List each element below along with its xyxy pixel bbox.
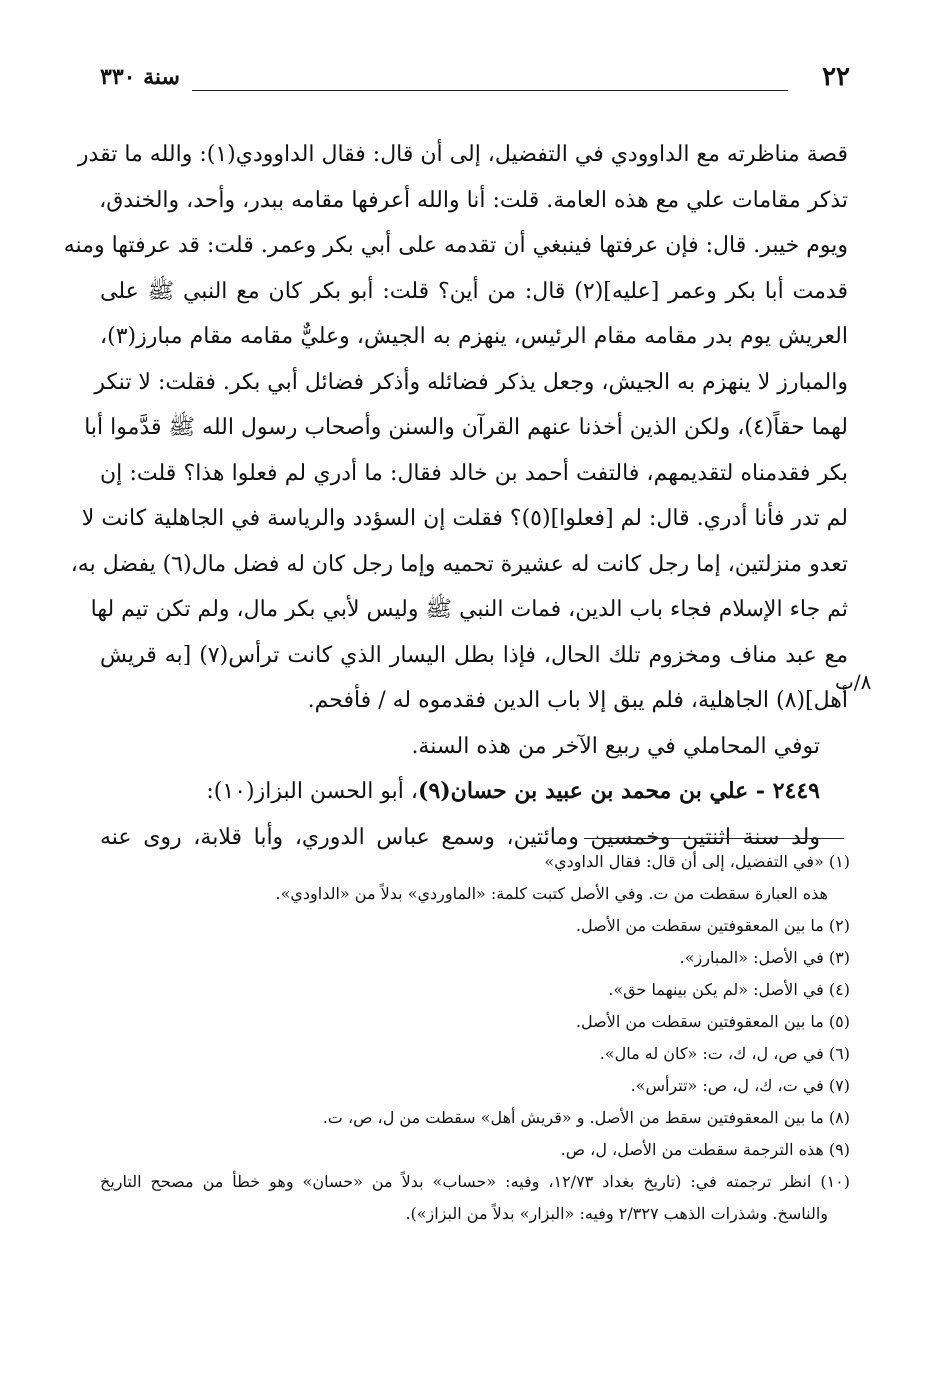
text-line: قصة مناظرته مع الداوودي في التفضيل، إلى أن قال: فقال الداوودي(١): والله ما تقدر — [77, 142, 848, 167]
text-line: العريش يوم بدر مقامه مقام الرئيس، ينهزم به الجيش، وعليٌّ مقامه مقام مبارز(٣)، — [100, 324, 848, 349]
footnote: (٨) ما بين المعقوفتين سقط من الأصل. و «قريش أهل» سقطت من ل، ص، ت. — [322, 1108, 850, 1127]
entry-text-line: ولد سنة اثنتين وخمسين ومائتين، وسمع عباس الدوري، وأبا قلابة، روى عنه — [100, 824, 820, 850]
running-head-year: سنة ٣٣٠ — [100, 64, 180, 90]
footnote: (١) «في التفضيل، إلى أن قال: فقال الداودي» — [544, 852, 850, 871]
footnote: والناسخ. وشذرات الذهب ٢/٣٢٧ وفيه: «البزار» بدلاً من البزاز»). — [405, 1204, 828, 1223]
text-line: تعدو منزلتين، إما رجل كانت له عشيرة تحميه وإما رجل كان له فضل مال(٦) يفضل به، — [70, 551, 848, 577]
text-line: قدمت أبا بكر وعمر [عليه](٢) قال: من أين؟ قلت: أبو بكر كان مع النبي ﷺ على — [100, 278, 848, 304]
entry-heading — [100, 769, 848, 815]
footnote: (٤) في الأصل: «لم يكن بينهما حق». — [608, 980, 850, 999]
footnote: (٥) ما بين المعقوفتين سقطت من الأصل. — [575, 1012, 850, 1031]
entry-number-name: ٢٤٤٩ - علي بن محمد بن عبيد بن حسان(٩) — [418, 778, 820, 804]
footnote-rule — [584, 838, 844, 839]
footnote: (٦) في ص، ل، ك، ت: «كان له مال». — [599, 1044, 850, 1063]
text-line: ثم جاء الإسلام فجاء باب الدين، فمات النبي ﷺ وليس لأبي بكر مال، ولم تكن تيم لها — [90, 597, 848, 622]
footnote: هذه العبارة سقطت من ت. وفي الأصل كتبت كلمة: «الماوردي» بدلاً من «الداودي». — [275, 884, 828, 903]
main-text — [63, 132, 848, 860]
footnotes — [100, 846, 850, 1230]
footnote: (٧) في ت، ك، ل، ص: «تترأس». — [630, 1076, 850, 1095]
header-rule — [192, 90, 788, 91]
page-header — [100, 62, 850, 102]
text-line: تذكر مقامات علي مع هذه العامة. قلت: أنا والله أعرفها مقامه ببدر، وأحد، والخندق، — [99, 187, 848, 213]
text-line: أهل](٨) الجاهلية، فلم يبق إلا باب الدين فقدموه له / فأفحم. — [307, 688, 848, 713]
footnote: (٢) ما بين المعقوفتين سقطت من الأصل. — [575, 916, 850, 935]
death-note: توفي المحاملي في ربيع الآخر من هذه السنة. — [411, 733, 820, 759]
text-line: لم تدر فأنا أدري. قال: لم [فعلوا](٥)؟ فقلت إن السؤدد والرياسة في الجاهلية كانت لا — [81, 506, 848, 531]
page-number: ٢٢ — [822, 62, 850, 92]
folio-margin-note: ٨/ب — [835, 670, 872, 694]
text-line: لهما حقاً(٤)، ولكن الذين أخذنا عنهم القرآن والسنن وأصحاب رسول الله ﷺ قدَّموا أبا — [84, 415, 848, 440]
text-line: بكر فقدمناه لتقديمهم، فالتفت أحمد بن خالد فقال: ما أدري لم فعلوا هذا؟ قلت: إن — [100, 460, 848, 486]
text-line: مع عبد مناف ومخزوم تلك الحال، فإذا بطل اليسار الذي كانت ترأس(٧) [به قريش — [100, 642, 848, 668]
text-line: والمبارز لا ينهزم به الجيش، وجعل يذكر فضائله وأذكر فضائل أبي بكر. فقلت: لا تنكر — [94, 369, 848, 395]
footnote: (٩) هذه الترجمة سقطت من الأصل، ل، ص. — [560, 1140, 850, 1159]
footnote: (٣) في الأصل: «المبارز». — [679, 948, 850, 967]
entry-kunya: ، أبو الحسن البزاز(١٠): — [206, 779, 419, 804]
text-line: ويوم خيبر. قال: فإن عرفتها فينبغي أن تقدمه على أبي بكر وعمر. قلت: قد عرفتها ومنه — [63, 233, 848, 258]
footnote: (١٠) انظر ترجمته في: (تاريخ بغداد ١٢/٧٣، وفيه: «حساب» بدلاً من «حسان» وهو خطأ من مصحح التاريخ — [100, 1172, 851, 1191]
